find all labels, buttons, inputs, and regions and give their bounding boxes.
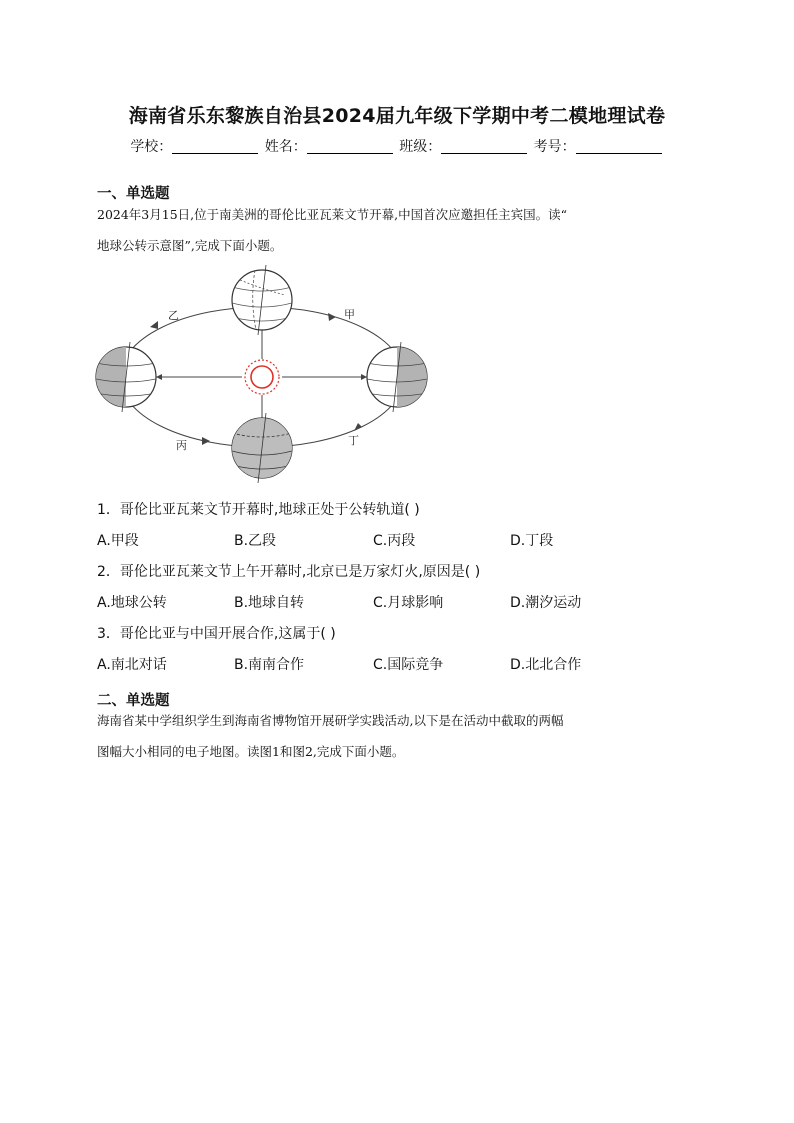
label-yi: 乙 <box>168 309 179 322</box>
name-label: 姓名： <box>264 139 307 155</box>
orbit-arrow-bing <box>202 437 210 445</box>
sun-icon <box>245 360 279 394</box>
earth-top-icon <box>232 265 292 335</box>
q3-option-a[interactable]: A.南北对话 <box>97 657 167 673</box>
section2-intro-line2: 图幅大小相同的电子地图。读图1和图2,完成下面小题。 <box>97 744 405 759</box>
section1-heading: 一、单选题 <box>97 186 170 202</box>
question-3-stem: 3．哥伦比亚与中国开展合作,这属于( ) <box>97 626 336 642</box>
section2-heading: 二、单选题 <box>97 693 170 709</box>
label-ding: 丁 <box>348 434 359 447</box>
q1-option-c[interactable]: C.丙段 <box>373 533 416 549</box>
orbit-arrow-yi <box>150 321 158 329</box>
name-blank <box>307 139 393 154</box>
class-label: 班级： <box>399 139 442 155</box>
label-jia: 甲 <box>344 308 355 321</box>
q2-option-d[interactable]: D.潮汐运动 <box>510 595 582 611</box>
section1-intro <box>97 199 707 261</box>
q2-option-c[interactable]: C.月球影响 <box>373 595 444 611</box>
q3-option-d[interactable]: D.北北合作 <box>510 657 582 673</box>
earth-right-icon <box>367 342 427 412</box>
earth-bottom-icon <box>232 413 292 483</box>
q3-option-c[interactable]: C.国际竞争 <box>373 657 444 673</box>
exam-title: 海南省乐东黎族自治县2024届九年级下学期中考二模地理试卷 <box>128 105 666 127</box>
q2-option-a[interactable]: A.地球公转 <box>97 595 167 611</box>
school-label: 学校： <box>130 139 173 155</box>
class-blank <box>441 139 527 154</box>
earth-left-icon <box>96 342 156 412</box>
earth-revolution-diagram <box>90 265 435 485</box>
question-1-stem: 1．哥伦比亚瓦莱文节开幕时,地球正处于公转轨道( ) <box>97 502 420 518</box>
q1-option-b[interactable]: B.乙段 <box>234 533 277 549</box>
section1-intro-line1: 2024年3月15日,位于南美洲的哥伦比亚瓦莱文节开幕,中国首次应邀担任主宾国。读“ <box>97 207 568 222</box>
student-info-line <box>0 136 794 156</box>
number-blank <box>576 139 662 154</box>
section2-intro <box>97 705 707 767</box>
q1-option-a[interactable]: A.甲段 <box>97 533 139 549</box>
q1-option-d[interactable]: D.丁段 <box>510 533 554 549</box>
q3-option-b[interactable]: B.南南合作 <box>234 657 305 673</box>
section1-intro-line2: 地球公转示意图”,完成下面小题。 <box>97 238 283 253</box>
label-bing: 丙 <box>176 439 187 452</box>
orbit-arrow-ding <box>354 423 362 431</box>
section2-intro-line1: 海南省某中学组织学生到海南省博物馆开展研学实践活动,以下是在活动中截取的两幅 <box>97 713 564 728</box>
q2-option-b[interactable]: B.地球自转 <box>234 595 305 611</box>
question-2-stem: 2．哥伦比亚瓦莱文节上午开幕时,北京已是万家灯火,原因是( ) <box>97 564 481 580</box>
orbit-arrow-jia <box>328 313 336 321</box>
number-label: 考号： <box>533 139 576 155</box>
school-blank <box>172 139 258 154</box>
